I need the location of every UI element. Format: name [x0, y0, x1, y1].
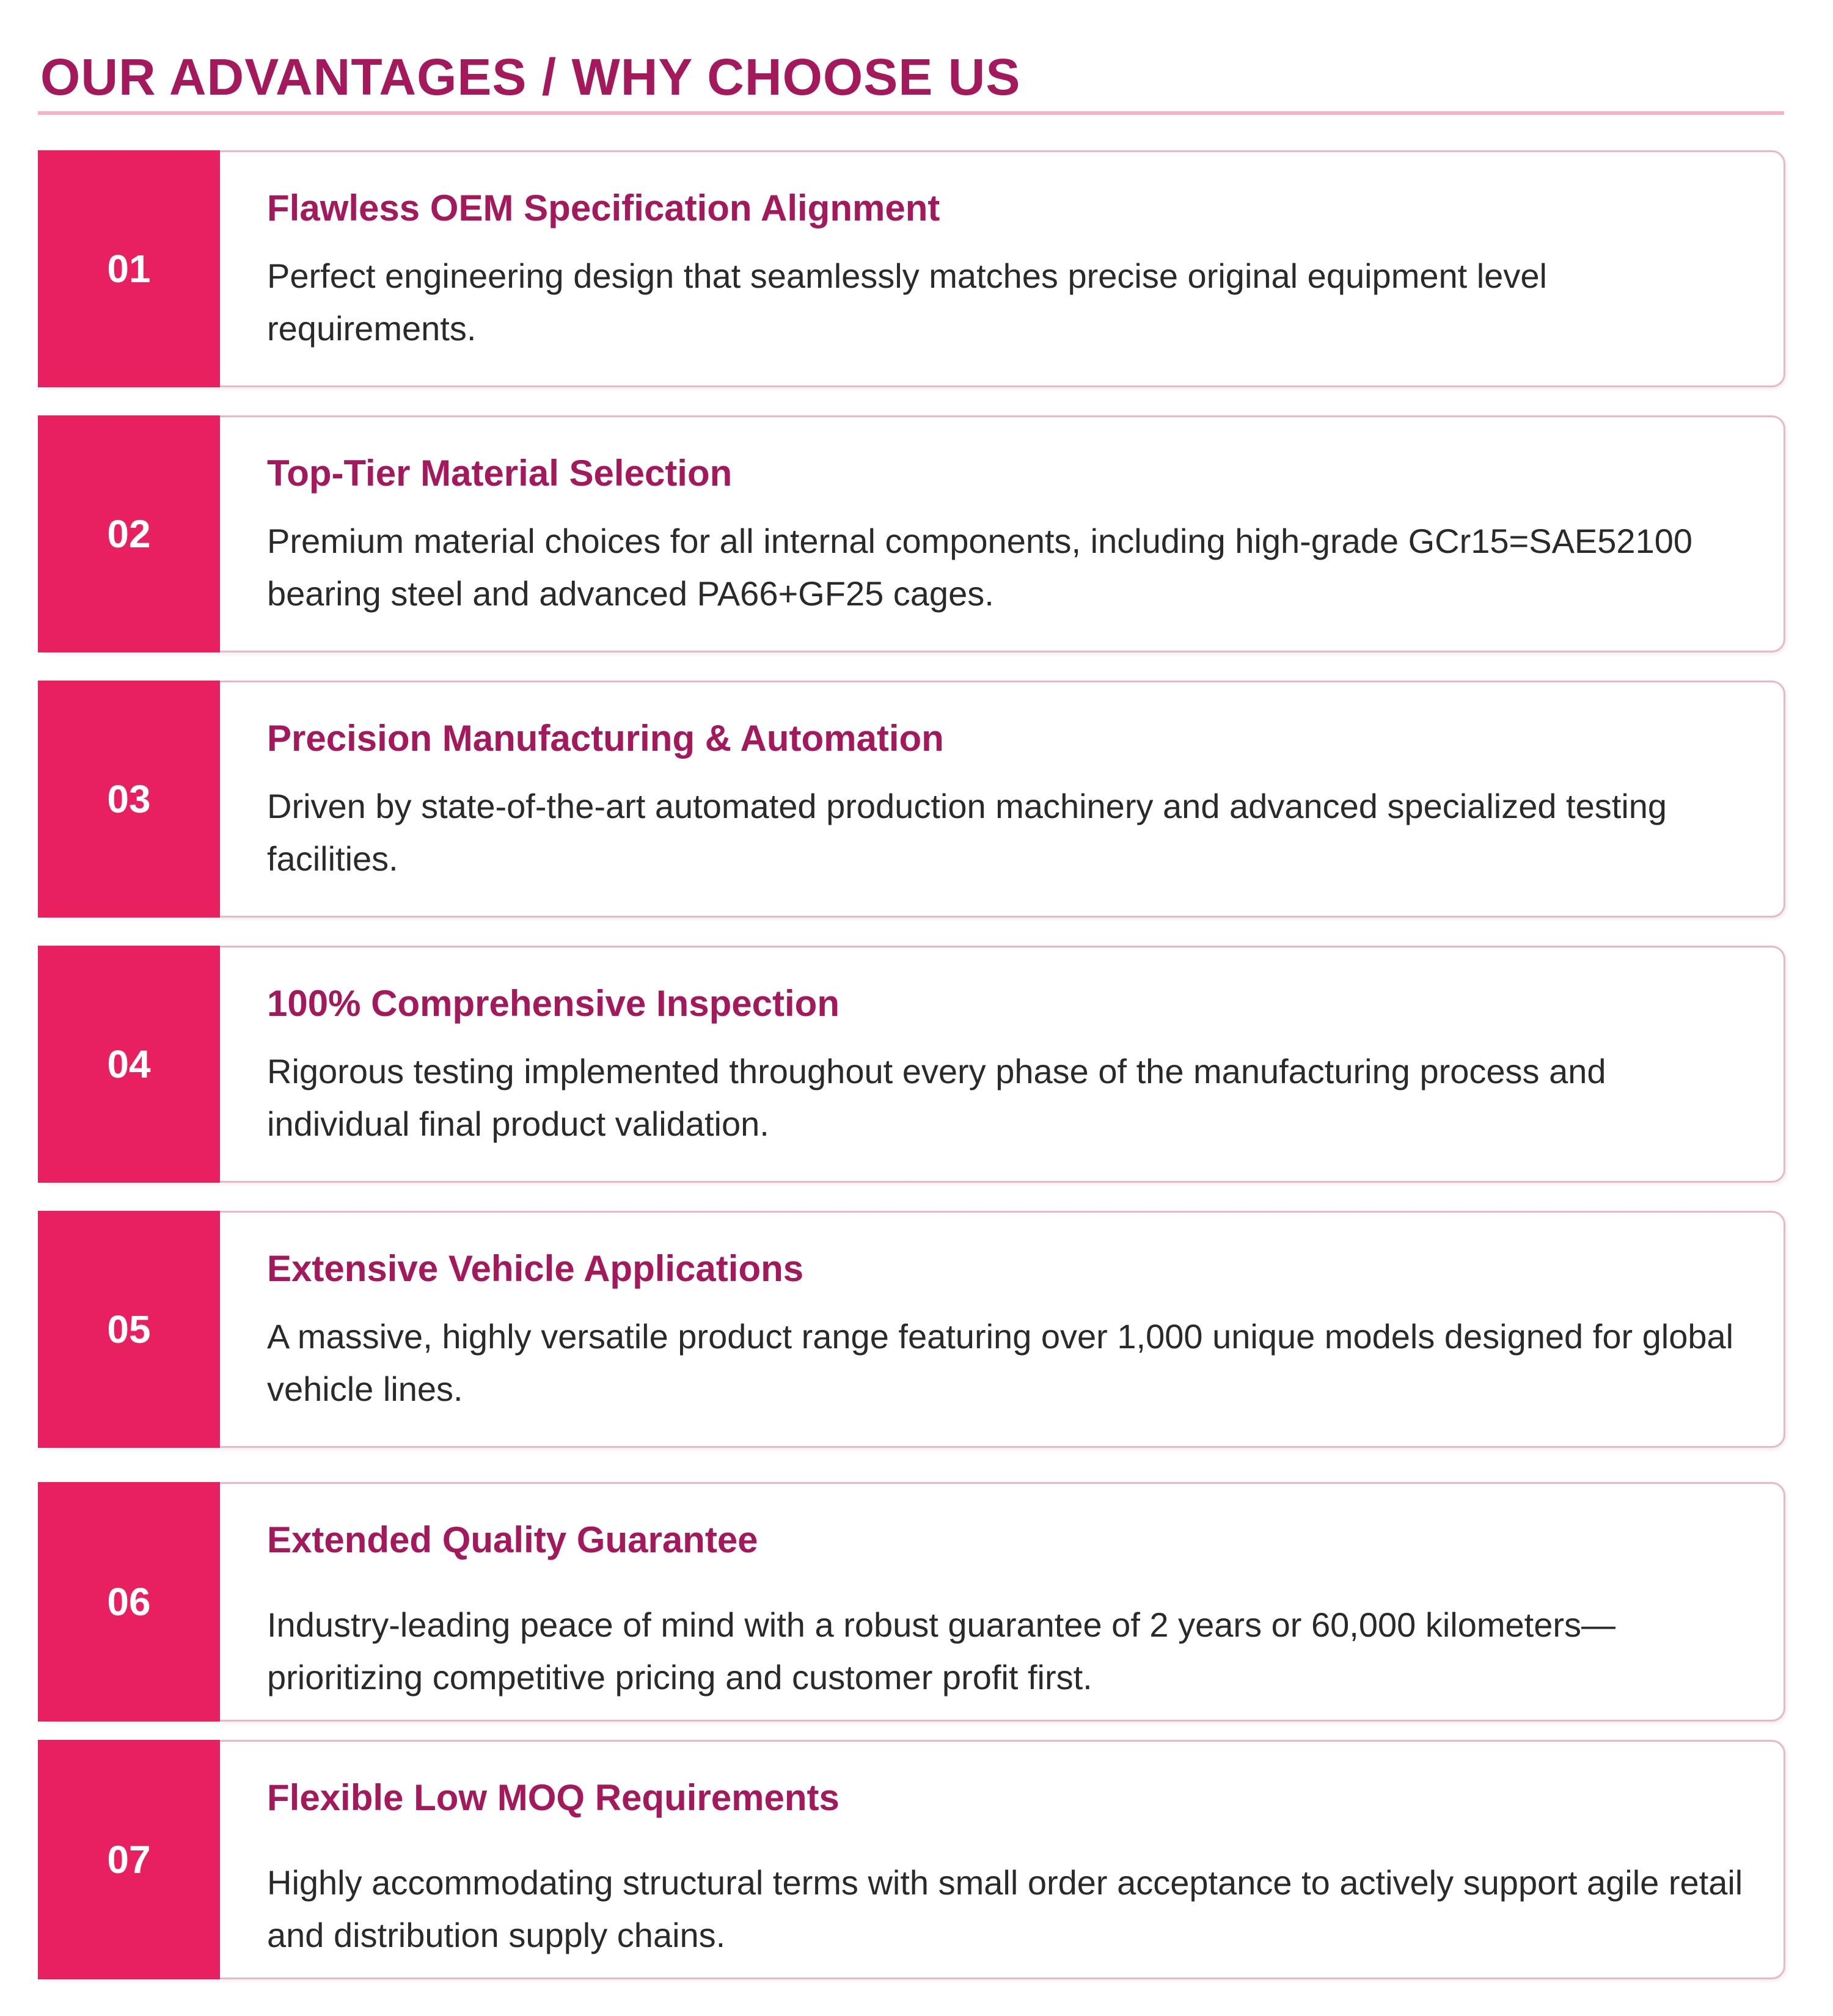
number-badge — [38, 1482, 220, 1722]
page-title: OUR ADVANTAGES / WHY CHOOSE US — [40, 48, 1021, 106]
advantage-title: Precision Manufacturing & Automation — [267, 718, 944, 759]
number-badge — [38, 946, 220, 1183]
advantage-description: Driven by state-of-the-art automated production machinery and advanced specialized testing facilities. — [267, 787, 1667, 878]
number-badge — [38, 150, 220, 387]
advantage-number: 02 — [107, 512, 151, 556]
number-badge — [38, 1211, 220, 1448]
advantage-number: 03 — [107, 777, 151, 821]
advantage-card-05 — [38, 1211, 1785, 1448]
advantage-description: Premium material choices for all internal components, including high-grade GCr15=SAE52100 bearing steel and advanced PA66+GF25 cages. — [267, 522, 1692, 613]
advantage-title: 100% Comprehensive Inspection — [267, 983, 840, 1024]
advantage-number: 05 — [107, 1307, 151, 1351]
advantage-description: Industry-leading peace of mind with a robust guarantee of 2 years or 60,000 kilometers— prioritizing competitive pricing and customer profit first. — [267, 1605, 1615, 1696]
number-badge — [38, 681, 220, 918]
advantage-number: 06 — [107, 1580, 151, 1624]
advantage-card-02 — [38, 415, 1785, 652]
advantage-card-06 — [38, 1482, 1785, 1722]
advantage-title: Extensive Vehicle Applications — [267, 1248, 804, 1289]
advantage-number: 01 — [107, 247, 151, 291]
advantage-card-04 — [38, 946, 1785, 1183]
advantage-title: Flawless OEM Specification Alignment — [267, 188, 940, 228]
advantage-card-01 — [38, 150, 1785, 387]
advantage-title: Extended Quality Guarantee — [267, 1519, 758, 1560]
advantage-description: Perfect engineering design that seamlessly matches precise original equipment level requirements. — [267, 257, 1547, 348]
title-divider — [38, 111, 1784, 115]
advantage-title: Flexible Low MOQ Requirements — [267, 1777, 840, 1818]
advantage-description: A massive, highly versatile product range featuring over 1,000 unique models designed for global vehicle lines. — [267, 1317, 1734, 1408]
advantage-card-03 — [38, 681, 1785, 918]
number-badge — [38, 1740, 220, 1979]
advantage-number: 07 — [107, 1838, 151, 1882]
number-badge — [38, 415, 220, 652]
advantage-card-07 — [38, 1740, 1785, 1979]
advantage-number: 04 — [107, 1042, 151, 1086]
advantage-description: Highly accommodating structural terms with small order acceptance to actively support agile retail and distribution supply chains. — [267, 1863, 1743, 1954]
advantage-description: Rigorous testing implemented throughout every phase of the manufacturing process and individual final product validation. — [267, 1052, 1606, 1143]
advantage-title: Top-Tier Material Selection — [267, 453, 733, 494]
